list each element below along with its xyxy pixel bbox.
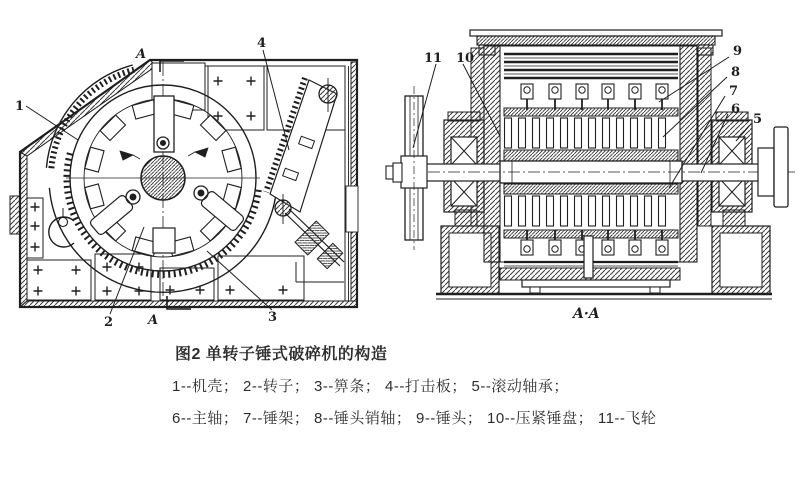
section-view <box>386 30 795 322</box>
main-shaft <box>388 161 795 183</box>
casing-wall-right <box>680 46 697 262</box>
support-leg-right <box>712 226 770 294</box>
section-mark-top: A <box>136 47 147 62</box>
callout-6: 6 <box>731 102 741 117</box>
view-label: A·A <box>573 306 600 322</box>
rotor-disc-band-lower <box>504 184 678 194</box>
callout-5: 5 <box>753 112 763 127</box>
callout-9: 9 <box>733 44 743 59</box>
callout-4: 4 <box>257 36 267 51</box>
callout-7: 7 <box>729 84 739 99</box>
base-plate <box>436 294 772 299</box>
section-mark-bottom: A <box>148 313 159 328</box>
rotor-disc-band-upper <box>504 150 678 162</box>
housing-left-bracket <box>10 196 20 234</box>
rotor-hub <box>141 156 185 200</box>
front-view <box>10 36 358 330</box>
flywheel <box>386 86 427 250</box>
impact-plate <box>266 78 337 212</box>
figure-caption-parts-line1: 1--机壳； 2--转子； 3--箅条； 4--打击板； 5--滚动轴承； <box>172 378 569 395</box>
bottom-slot <box>153 228 175 253</box>
tension-device <box>275 194 344 282</box>
figure-caption-parts-line2: 6--主轴； 7--锤架； 8--锤头销轴； 9--锤头； 10--压紧锤盘； 11--飞轮 <box>172 410 657 427</box>
callout-10: 10 <box>456 51 475 66</box>
drive-flange <box>758 127 788 207</box>
callout-8: 8 <box>731 65 741 80</box>
callout-11: 11 <box>424 51 443 66</box>
callout-1: 1 <box>15 99 25 114</box>
upper-rail <box>504 108 678 116</box>
casing-wall-left <box>484 46 500 262</box>
callout-3: 3 <box>268 310 278 325</box>
figure-caption-title: 图2 单转子锤式破碎机的构造 <box>175 346 388 363</box>
callout-2: 2 <box>104 315 114 330</box>
